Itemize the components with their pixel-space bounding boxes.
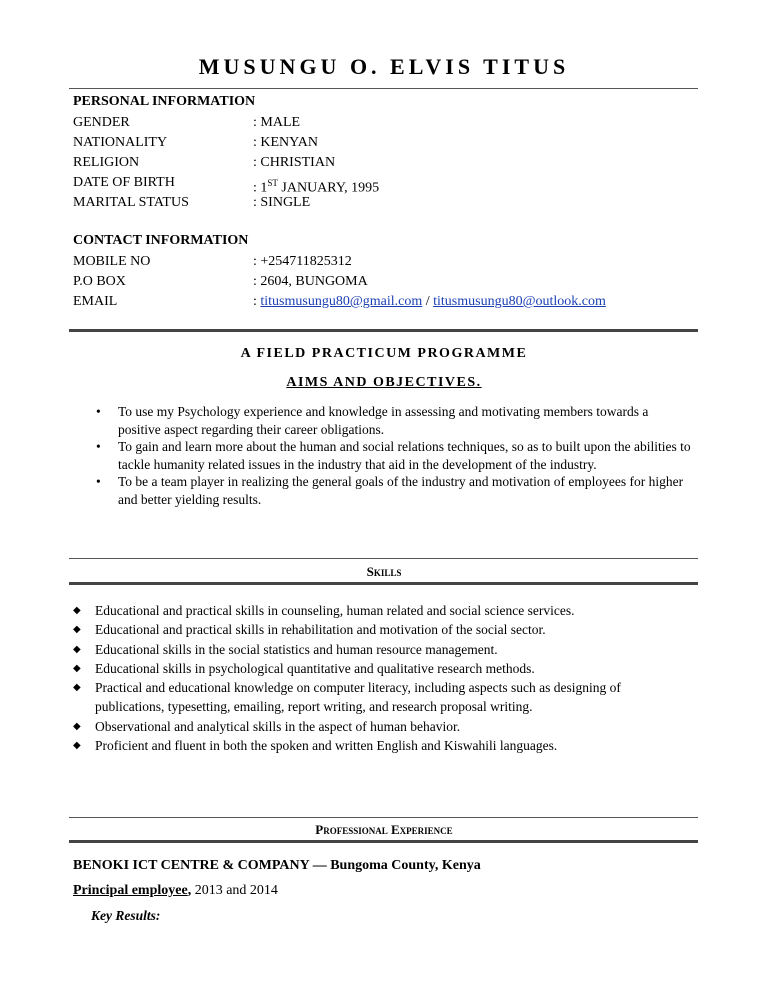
contact-label: MOBILE NO	[73, 254, 151, 269]
practicum-title: A FIELD PRACTICUM PROGRAMME	[240, 346, 528, 361]
email-link-gmail[interactable]: titusmusungu80@gmail.com	[260, 294, 423, 309]
contact-row-pobox	[73, 273, 703, 291]
divider	[69, 88, 698, 89]
info-label: DATE OF BIRTH	[73, 175, 175, 190]
contact-value: : 2604, BUNGOMA	[253, 274, 368, 289]
role-period: 2013 and 2014	[191, 883, 278, 898]
bullet-icon: •	[96, 474, 101, 489]
list-item: ◆ Proficient and fluent in both the spoken and written English and Kiswahili languages.	[73, 736, 688, 755]
email-link-outlook[interactable]: titusmusungu80@outlook.com	[433, 294, 606, 309]
info-row-gender	[73, 114, 703, 132]
list-item: ◆ Observational and analytical skills in the aspect of human behavior.	[73, 717, 688, 736]
list-item: • To be a team player in realizing the general goals of the industry and motivation of employees for higher and better yielding results.	[96, 474, 684, 507]
role-title: Principal employee	[73, 883, 188, 898]
candidate-name: MUSUNGU O. ELVIS TITUS	[198, 54, 570, 79]
section-rule	[69, 329, 698, 332]
diamond-bullet-icon: ◆	[73, 662, 81, 674]
contact-value: : +254711825312	[253, 254, 352, 269]
info-label: RELIGION	[73, 155, 140, 170]
info-row-dob	[73, 174, 703, 196]
divider	[69, 558, 698, 559]
diamond-bullet-icon: ◆	[73, 643, 81, 655]
info-value: : KENYAN	[253, 135, 318, 150]
personal-info-title: PERSONAL INFORMATION	[73, 94, 256, 109]
info-value: : CHRISTIAN	[253, 155, 336, 170]
list-item: ◆ Educational and practical skills in counseling, human related and social science services.	[73, 601, 688, 620]
divider	[69, 817, 698, 818]
info-label: GENDER	[73, 115, 130, 130]
info-value: : SINGLE	[253, 195, 311, 210]
info-value: : MALE	[253, 115, 301, 130]
contact-row-email	[73, 293, 703, 311]
bullet-icon: •	[96, 439, 101, 454]
section-rule	[69, 582, 698, 585]
list-item: ◆ Educational skills in psychological quantitative and qualitative research methods.	[73, 659, 688, 678]
list-item: ◆ Educational and practical skills in rehabilitation and motivation of the social sector.	[73, 620, 688, 639]
list-item: • To gain and learn more about the human and social relations techniques, so as to built upon the abilities to tackle humanity related issues in the industry that aid in the development of the industry.	[96, 439, 691, 472]
contact-label: P.O BOX	[73, 274, 126, 289]
diamond-bullet-icon: ◆	[73, 605, 81, 616]
info-label: MARITAL STATUS	[73, 195, 189, 210]
diamond-bullet-icon: ◆	[73, 720, 81, 732]
key-results-label: Key Results:	[91, 908, 161, 923]
info-label: NATIONALITY	[73, 135, 168, 150]
experience-title: Professional Experience	[315, 822, 453, 837]
diamond-bullet-icon: ◆	[73, 682, 81, 694]
info-row-religion	[73, 154, 703, 172]
list-item: • To use my Psychology experience and knowledge in assessing and motivating members towards a positive aspect regarding their career obligations.	[96, 404, 649, 437]
contact-row-mobile	[73, 253, 703, 271]
contact-label: EMAIL	[73, 294, 118, 309]
skills-title: Skills	[366, 564, 402, 579]
objectives-list	[94, 403, 694, 508]
aims-subtitle: AIMS AND OBJECTIVES.	[286, 375, 482, 390]
info-row-marital	[73, 194, 703, 212]
diamond-bullet-icon: ◆	[73, 624, 81, 636]
diamond-bullet-icon: ◆	[73, 740, 81, 752]
list-item: ◆ Educational skills in the social statistics and human resource management.	[73, 640, 688, 659]
company-heading: BENOKI ICT CENTRE & COMPANY — Bungoma County, Kenya	[73, 858, 481, 873]
section-rule	[69, 840, 698, 843]
contact-value: : titusmusungu80@gmail.com / titusmusungu80@outlook.com	[253, 294, 606, 309]
contact-info-title: CONTACT INFORMATION	[73, 233, 249, 248]
role-line: Principal employee, 2013 and 2014	[73, 883, 278, 898]
list-item: ◆ Practical and educational knowledge on computer literacy, including aspects such as designing of publications, typesetting, emailing, report writing, and research proposal writing.	[73, 680, 621, 715]
info-value: : 1ST JANUARY, 1995	[253, 178, 380, 196]
skills-list	[73, 601, 688, 755]
bullet-icon: •	[96, 404, 101, 419]
info-row-nationality	[73, 134, 703, 152]
